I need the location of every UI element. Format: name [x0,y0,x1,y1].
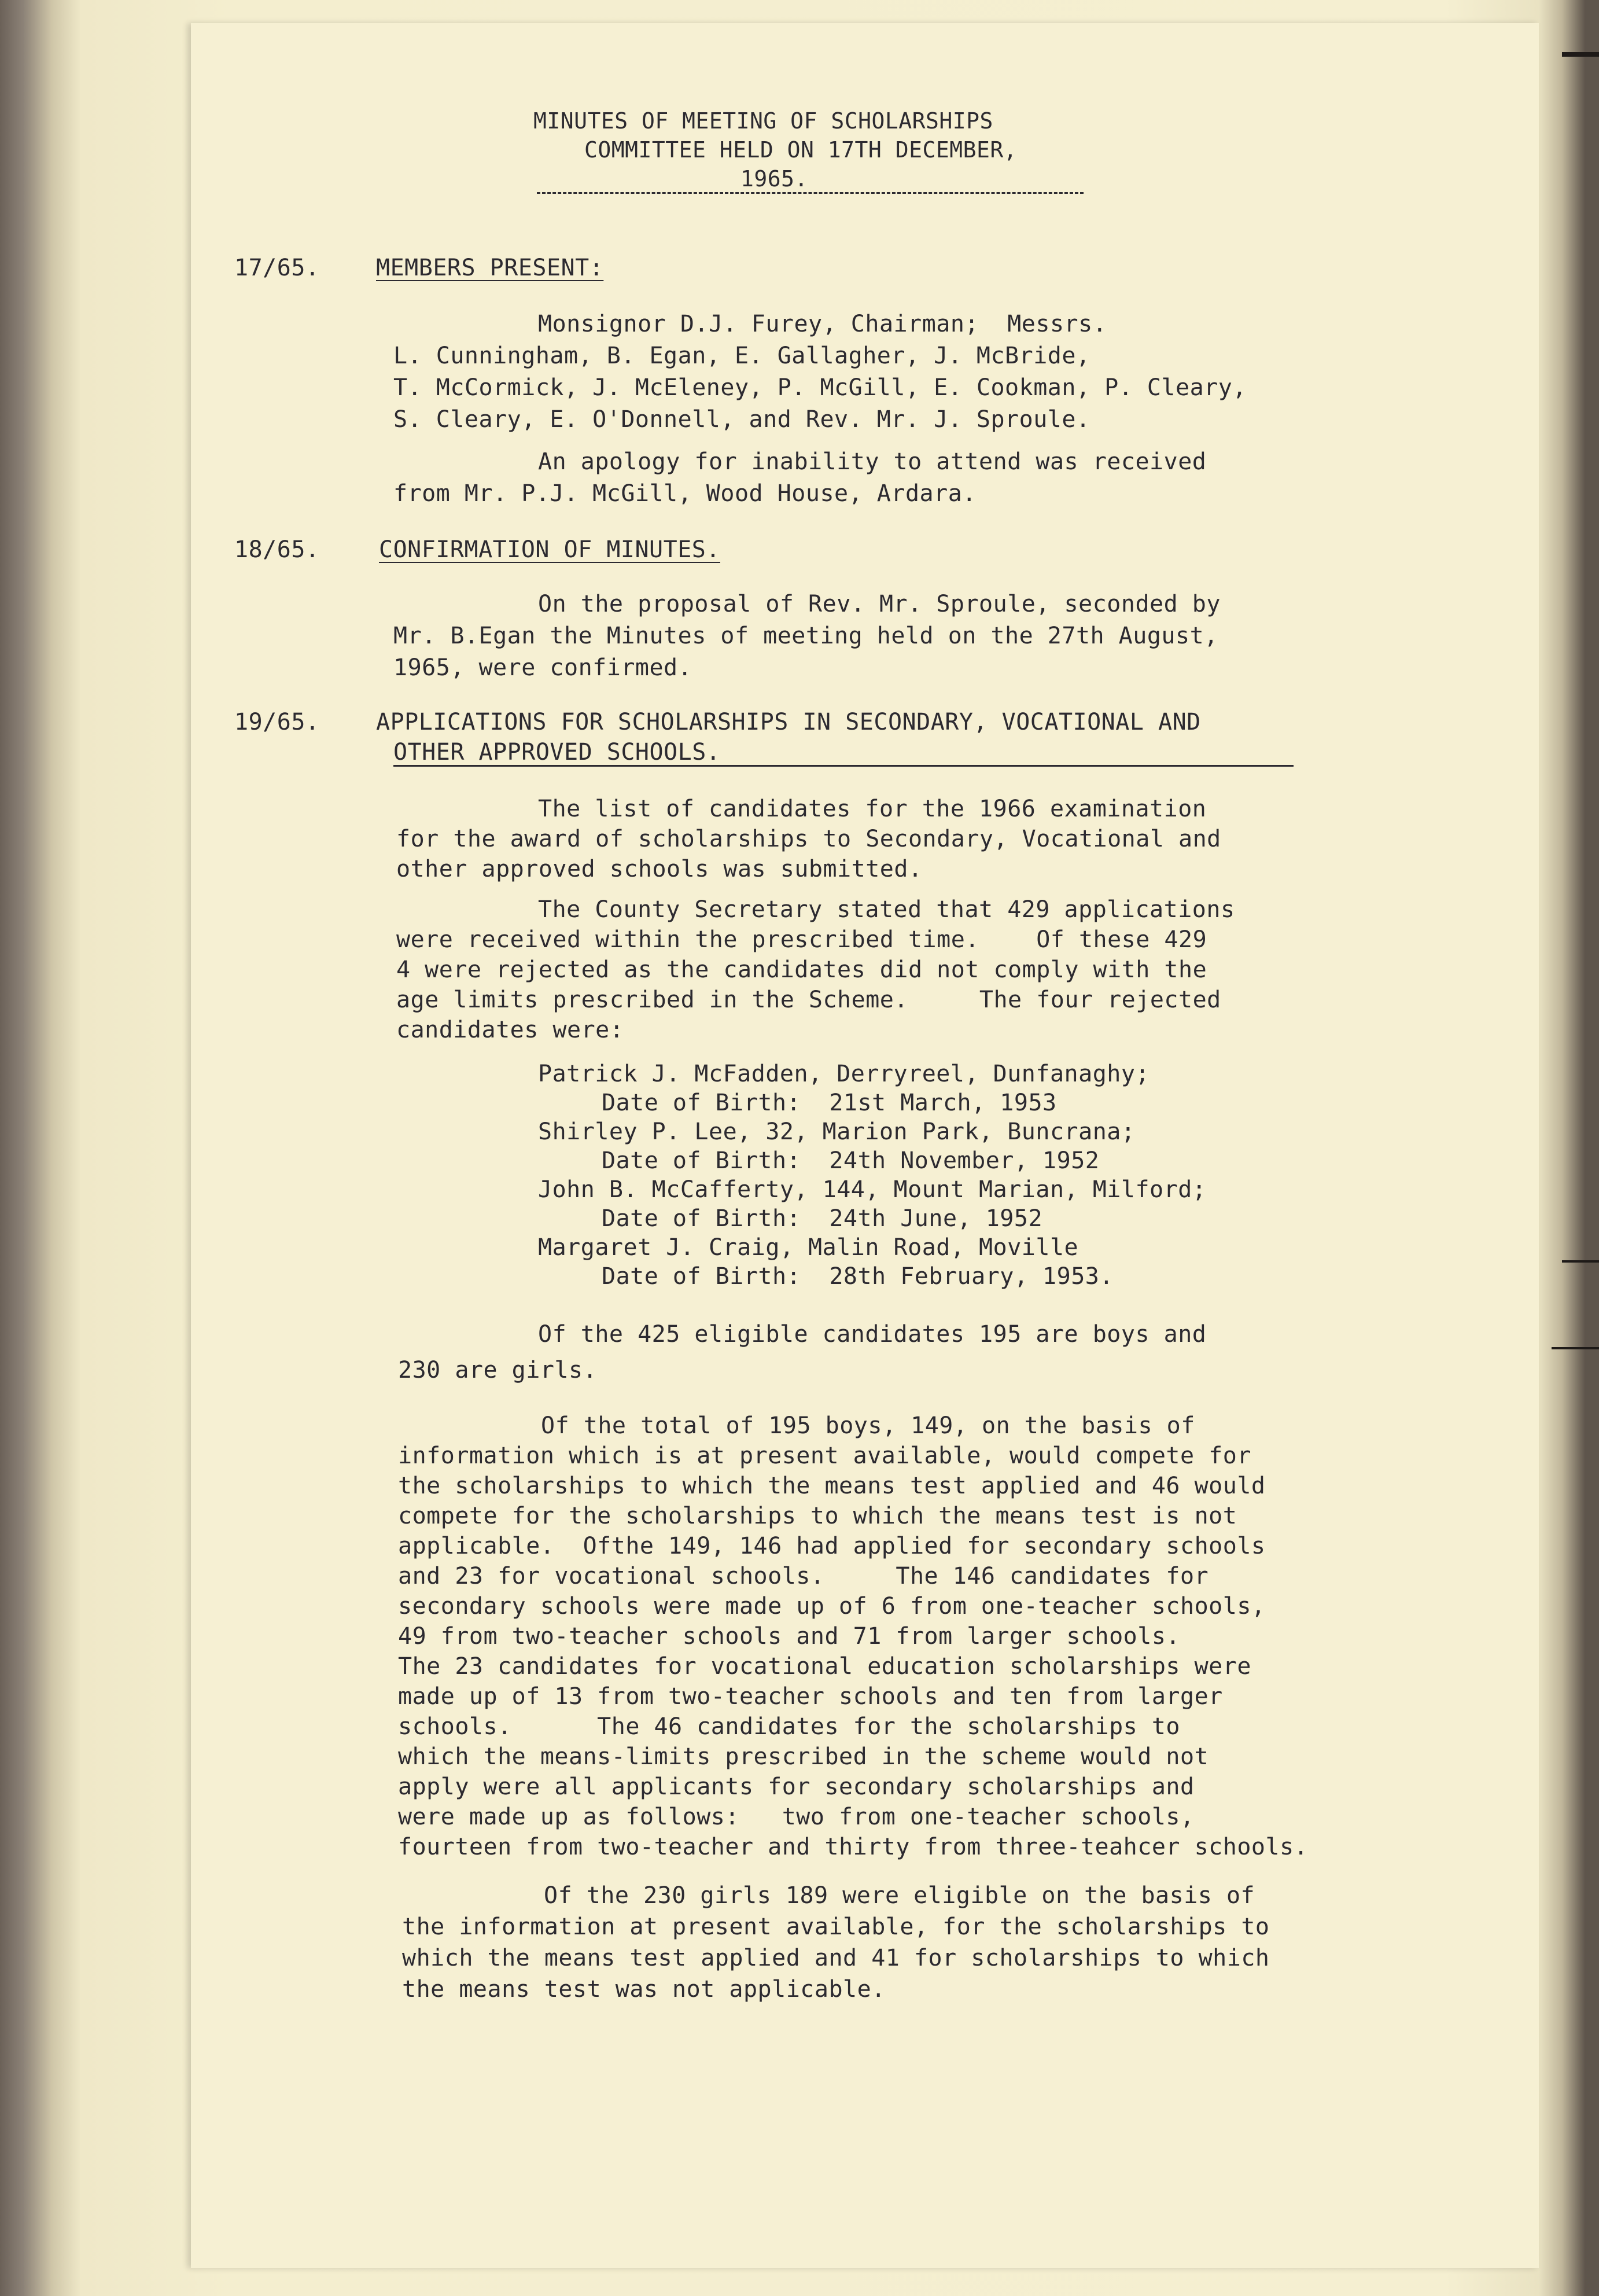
section-number-19: 19/65. [234,709,320,735]
title-line-1: MINUTES OF MEETING OF SCHOLARSHIPS [533,108,993,134]
rejected-line-4: Date of Birth: 24th November, 1952 [602,1147,1100,1174]
secretary-line-1: The County Secretary stated that 429 applications [538,896,1235,923]
girls-line-2: the information at present available, for the scholarships to [402,1914,1270,1940]
secretary-line-4: age limits prescribed in the Scheme. The four rejected [396,987,1221,1013]
title-dashed-rule [537,192,1084,194]
boys-line-12: which the means-limits prescribed in the scheme would not [398,1743,1209,1770]
rejected-line-5: John B. McCafferty, 144, Mount Marian, Milford; [538,1176,1207,1203]
list-para-line-2: for the award of scholarships to Secondary, Vocational and [396,826,1221,852]
rejected-line-1: Patrick J. McFadden, Derryreel, Dunfanaghy; [538,1061,1150,1087]
boys-line-1: Of the total of 195 boys, 149, on the basis of [541,1412,1195,1439]
members-line-3: T. McCormick, J. McEleney, P. McGill, E. Cookman, P. Cleary, [393,374,1247,401]
section-heading-confirmation: CONFIRMATION OF MINUTES. [379,536,720,563]
boys-line-10: made up of 13 from two-teacher schools and ten from larger [398,1683,1223,1710]
rejected-line-6: Date of Birth: 24th June, 1952 [602,1205,1043,1232]
members-line-2: L. Cunningham, B. Egan, E. Gallagher, J. McBride, [393,343,1090,369]
boys-line-14: were made up as follows: two from one-teacher schools, [398,1804,1195,1830]
section-heading-members-present: MEMBERS PRESENT: [376,255,604,281]
girls-line-3: which the means test applied and 41 for scholarships to which [402,1945,1270,1971]
girls-line-1: Of the 230 girls 189 were eligible on the basis of [544,1882,1255,1909]
boys-line-3: the scholarships to which the means test applied and 46 would [398,1473,1266,1499]
list-para-line-3: other approved schools was submitted. [396,856,923,882]
apology-line-2: from Mr. P.J. McGill, Wood House, Ardara. [393,480,977,507]
secretary-line-3: 4 were rejected as the candidates did not comply with the [396,956,1207,983]
section-number-17: 17/65. [234,255,320,281]
confirmation-line-3: 1965, were confirmed. [393,654,692,681]
rejected-line-3: Shirley P. Lee, 32, Marion Park, Buncrana; [538,1118,1136,1145]
section-heading-applications-1: APPLICATIONS FOR SCHOLARSHIPS IN SECONDARY, VOCATIONAL AND [376,709,1201,735]
boys-line-5: applicable. Ofthe 149, 146 had applied for secondary schools [398,1533,1266,1559]
title-line-2: COMMITTEE HELD ON 17TH DECEMBER, [584,137,1018,163]
boys-line-9: The 23 candidates for vocational education scholarships were [398,1653,1251,1680]
boys-line-2: information which is at present available, would compete for [398,1443,1251,1469]
section-heading-underline [393,765,1294,767]
rejected-line-8: Date of Birth: 28th February, 1953. [602,1263,1114,1290]
section-number-18: 18/65. [234,536,320,563]
boys-line-8: 49 from two-teacher schools and 71 from larger schools. [398,1623,1181,1650]
boys-line-11: schools. The 46 candidates for the scholarships to [398,1713,1181,1740]
boys-line-6: and 23 for vocational schools. The 146 candidates for [398,1563,1209,1589]
boys-line-7: secondary schools were made up of 6 from one-teacher schools, [398,1593,1266,1620]
confirmation-line-1: On the proposal of Rev. Mr. Sproule, seconded by [538,591,1221,617]
members-line-1: Monsignor D.J. Furey, Chairman; Messrs. [538,311,1107,337]
rejected-line-7: Margaret J. Craig, Malin Road, Moville [538,1234,1079,1261]
members-line-4: S. Cleary, E. O'Donnell, and Rev. Mr. J. Sproule. [393,406,1090,433]
section-heading-applications-2: OTHER APPROVED SCHOOLS. [393,739,721,766]
list-para-line-1: The list of candidates for the 1966 examination [538,796,1207,822]
boys-line-13: apply were all applicants for secondary scholarships and [398,1773,1195,1800]
confirmation-line-2: Mr. B.Egan the Minutes of meeting held on the 27th August, [393,623,1218,649]
rejected-line-2: Date of Birth: 21st March, 1953 [602,1090,1057,1116]
boys-line-4: compete for the scholarships to which the means test is not [398,1503,1237,1529]
eligible-line-2: 230 are girls. [398,1357,598,1384]
boys-line-15: fourteen from two-teacher and thirty from three-teahcer schools. [398,1834,1309,1860]
apology-line-1: An apology for inability to attend was received [538,448,1207,475]
girls-line-4: the means test was not applicable. [402,1976,886,2003]
eligible-line-1: Of the 425 eligible candidates 195 are boys and [538,1321,1207,1348]
title-line-3: 1965. [740,166,808,192]
secretary-line-2: were received within the prescribed time. Of these 429 [396,926,1207,953]
secretary-line-5: candidates were: [396,1017,624,1043]
